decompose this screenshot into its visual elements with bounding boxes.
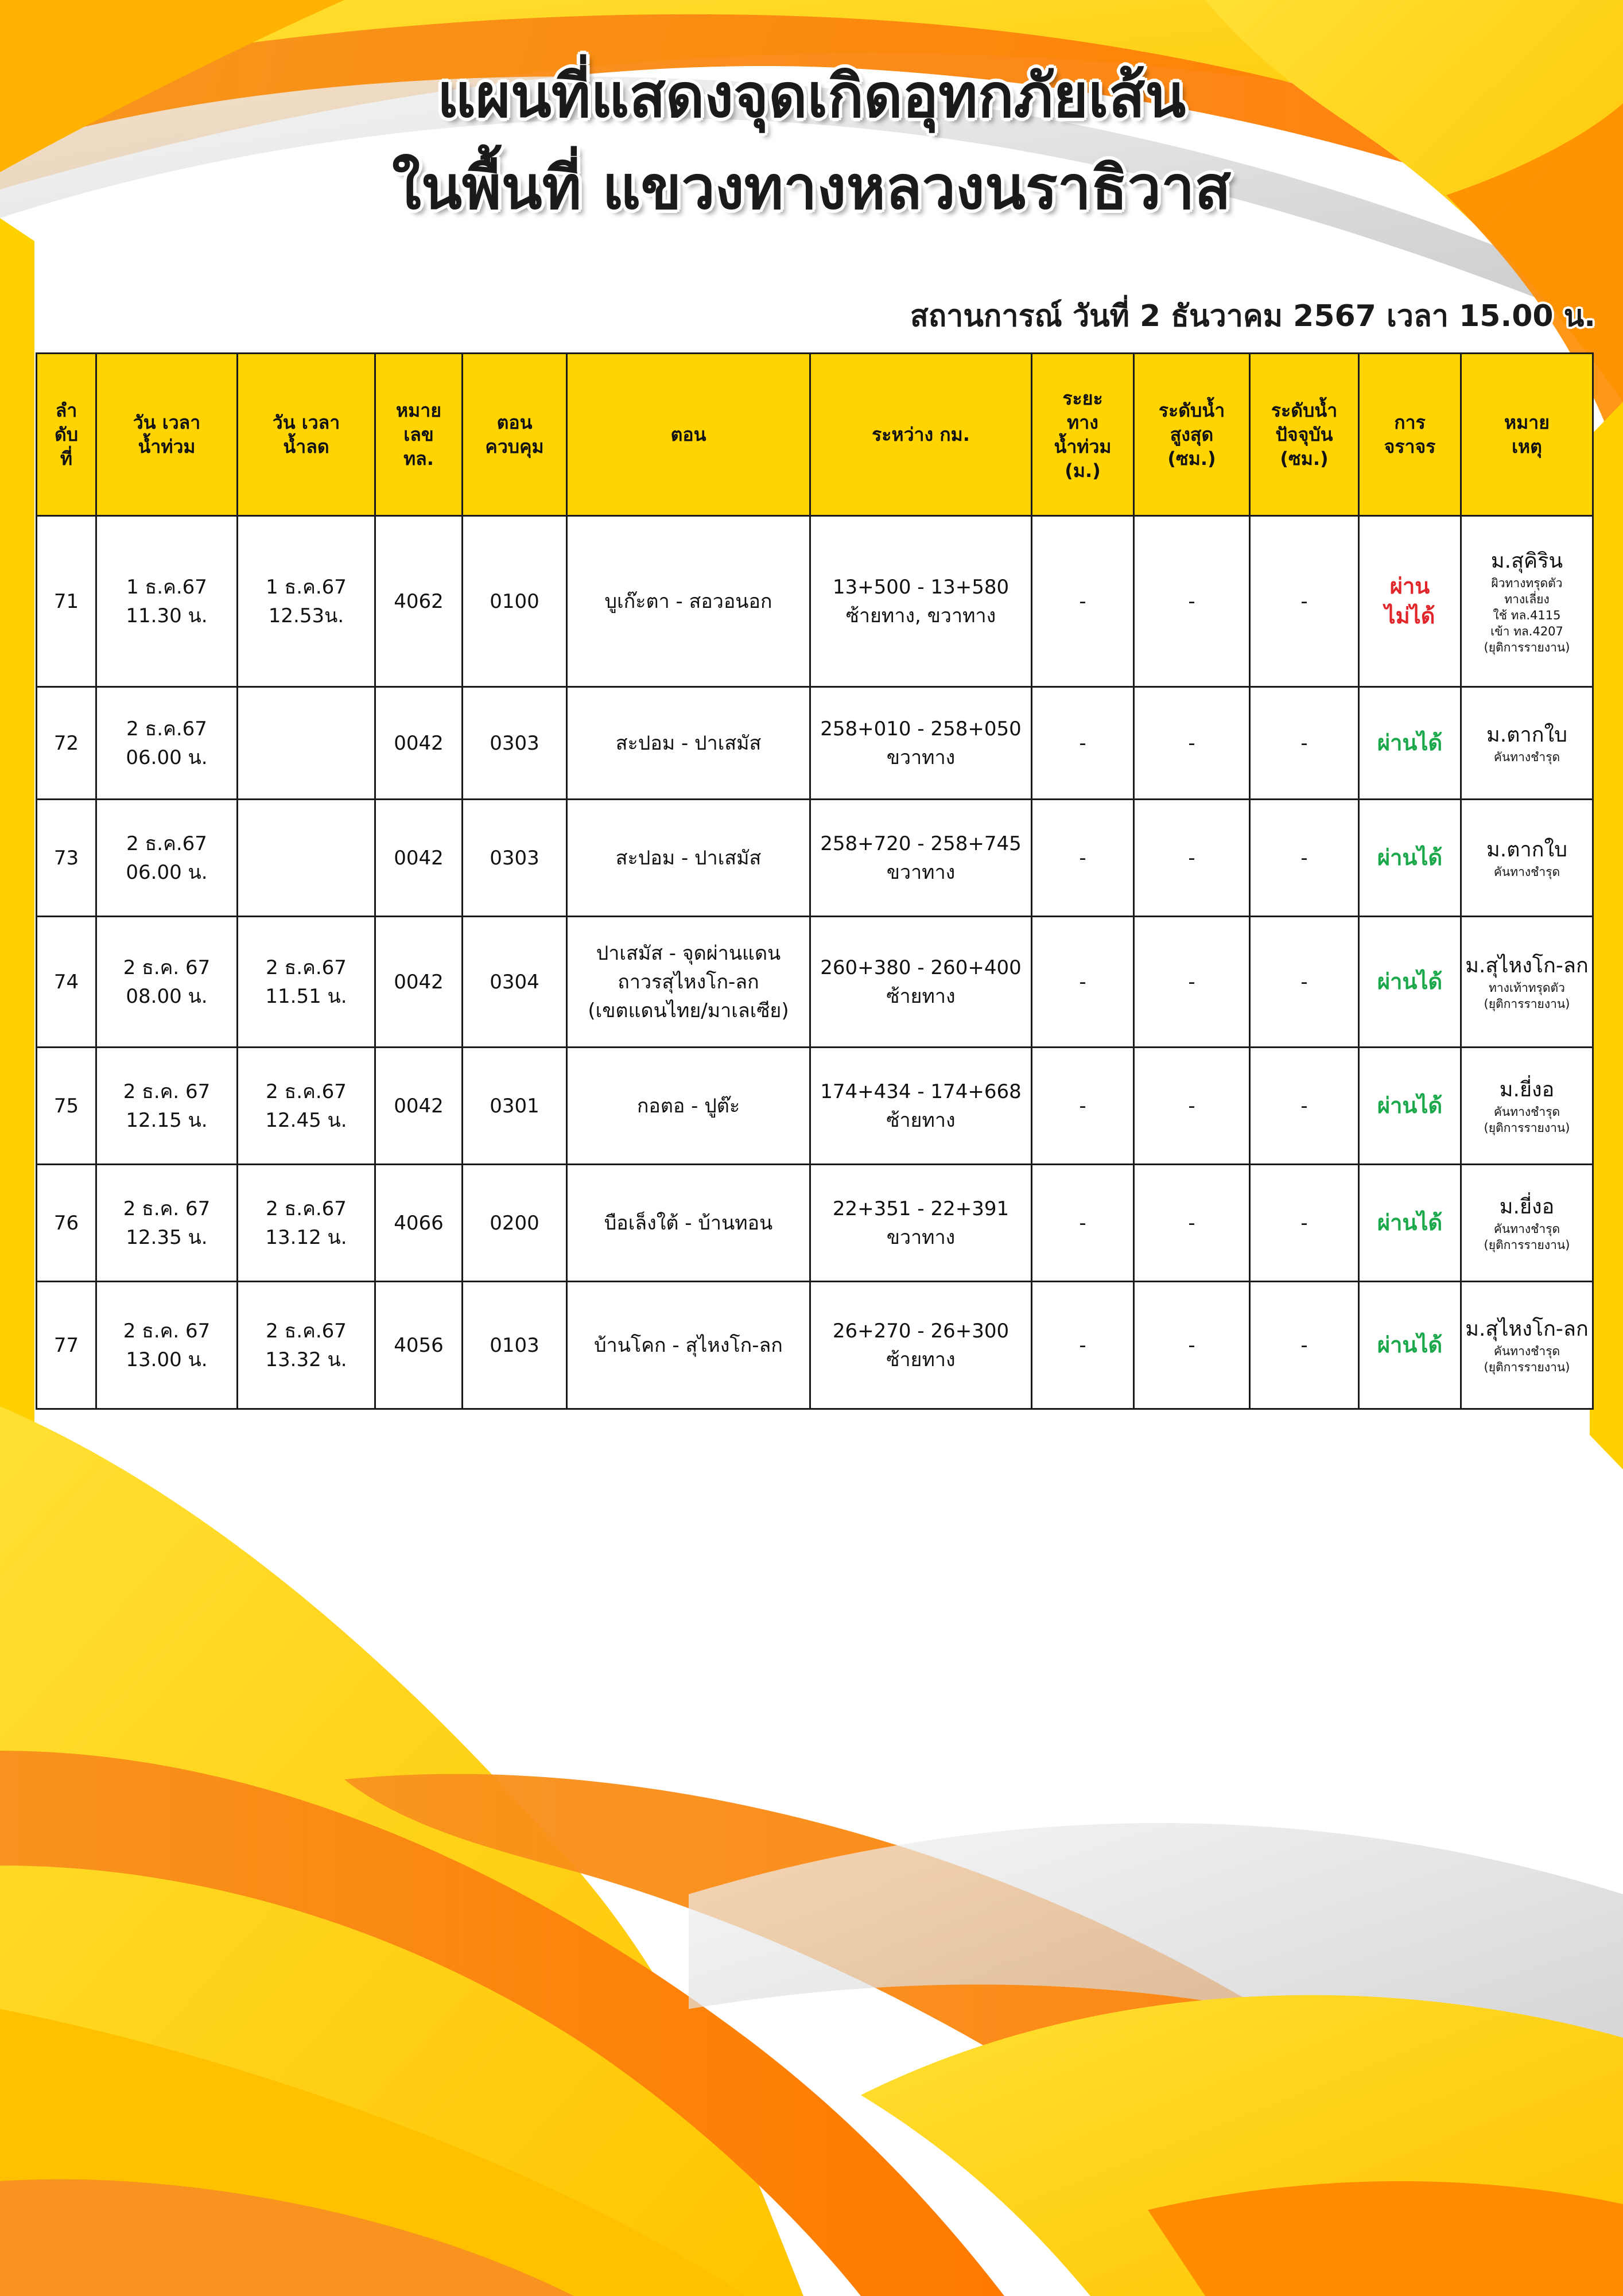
cell-max-level-text: -	[1188, 589, 1195, 613]
cell-traffic	[1359, 1165, 1461, 1282]
header-text: ทล.	[403, 448, 434, 470]
cell-distance-text: -	[1079, 1333, 1086, 1357]
cell-max-level	[1134, 1165, 1250, 1282]
traffic-status-text: ผ่านได้	[1377, 730, 1443, 755]
cell-km	[810, 1048, 1032, 1165]
header-text: ลำ	[55, 400, 77, 421]
cell-max-level	[1134, 516, 1250, 687]
cell-recede-time-text: 2 ธ.ค.67	[266, 1319, 347, 1343]
remark-main-text: ม.ตากใบ	[1486, 837, 1567, 862]
cell-distance	[1032, 800, 1134, 917]
header-text: ตอน	[496, 412, 533, 433]
cell-route	[375, 687, 463, 800]
header-text: (ซม.)	[1167, 448, 1216, 470]
remark-sub-text: ผิวทางทรุดตัว	[1491, 576, 1563, 590]
header-current-level	[1250, 354, 1359, 516]
header-distance	[1032, 354, 1134, 516]
cell-km-text: 258+720 - 258+745	[820, 832, 1022, 855]
header-text: วัน เวลา	[272, 412, 340, 433]
cell-control	[463, 516, 567, 687]
cell-km-text: 26+270 - 26+300	[832, 1319, 1009, 1343]
cell-no-text: 74	[53, 970, 79, 994]
cell-traffic	[1359, 800, 1461, 917]
cell-control-text: 0303	[490, 731, 539, 755]
cell-max-level	[1134, 917, 1250, 1048]
cell-remark	[1461, 1048, 1593, 1165]
cell-current-level	[1250, 516, 1359, 687]
header-text: วัน เวลา	[133, 412, 201, 433]
cell-max-level	[1134, 687, 1250, 800]
traffic-status-badge	[1377, 1332, 1442, 1358]
cell-section	[567, 800, 810, 917]
cell-no-text: 72	[53, 731, 79, 755]
flood-table	[36, 352, 1594, 1410]
remark-sub-text: คันทางชำรุด	[1493, 750, 1560, 764]
cell-route-text: 4066	[394, 1211, 444, 1235]
table-body	[37, 516, 1593, 1409]
cell-max-level	[1134, 800, 1250, 917]
header-text: ระดับน้ำ	[1158, 400, 1225, 421]
remark-sub-text: (ยุติการรายงาน)	[1484, 996, 1570, 1011]
cell-recede-time-text: 2 ธ.ค.67	[266, 1080, 347, 1103]
cell-km-text: 13+500 - 13+580	[832, 575, 1009, 599]
cell-flood-time-text: 06.00 น.	[126, 860, 208, 884]
cell-current-level-text: -	[1300, 589, 1308, 613]
cell-remark	[1461, 1165, 1593, 1282]
header-text: หมาย	[396, 400, 441, 421]
cell-route	[375, 1165, 463, 1282]
cell-flood-time-text: 11.30 น.	[126, 604, 208, 627]
cell-recede-time	[238, 687, 375, 800]
traffic-status-badge	[1377, 1210, 1442, 1235]
traffic-status-text: ผ่านได้	[1377, 968, 1443, 994]
cell-no	[37, 1165, 96, 1282]
cell-control-text: 0103	[490, 1333, 539, 1357]
cell-section	[567, 1282, 810, 1409]
table-row	[37, 1282, 1593, 1409]
cell-km	[810, 917, 1032, 1048]
table-header-row	[37, 354, 1593, 516]
remark-main-text: ม.ตากใบ	[1486, 723, 1567, 747]
cell-flood-time	[96, 1048, 238, 1165]
cell-recede-time-text: 2 ธ.ค.67	[266, 1197, 347, 1220]
traffic-status-badge	[1377, 730, 1442, 755]
cell-distance	[1032, 1282, 1134, 1409]
cell-remark	[1461, 687, 1593, 800]
cell-section-text: บูเก๊ะตา - สอวอนอก	[604, 589, 772, 613]
header-text: ระดับน้ำ	[1271, 400, 1338, 421]
cell-control	[463, 1282, 567, 1409]
header-remark	[1461, 354, 1593, 516]
cell-recede-time-text: 12.53น.	[268, 604, 344, 627]
cell-recede-time-text: 12.45 น.	[265, 1108, 347, 1132]
page-title-line2: ในพื้นที่ แขวงทางหลวงนราธิวาส	[392, 153, 1231, 223]
cell-km-text: 174+434 - 174+668	[820, 1080, 1022, 1103]
cell-distance	[1032, 917, 1134, 1048]
cell-recede-time	[238, 516, 375, 687]
cell-flood-time	[96, 917, 238, 1048]
cell-km	[810, 687, 1032, 800]
cell-route	[375, 917, 463, 1048]
remark-main-text: ม.ยี่งอ	[1499, 1194, 1555, 1219]
cell-max-level-text: -	[1188, 970, 1195, 994]
cell-section-text: ปาเสมัส - จุดผ่านแดน	[596, 941, 781, 965]
cell-flood-time-text: 06.00 น.	[126, 746, 208, 769]
cell-distance	[1032, 687, 1134, 800]
cell-route	[375, 800, 463, 917]
cell-km-text: ซ้ายทาง	[886, 1108, 956, 1132]
cell-traffic	[1359, 1282, 1461, 1409]
cell-current-level	[1250, 917, 1359, 1048]
header-text: ระหว่าง กม.	[872, 424, 970, 445]
cell-recede-time	[238, 1048, 375, 1165]
cell-traffic	[1359, 1048, 1461, 1165]
header-text: ที่	[60, 448, 73, 470]
cell-section	[567, 1048, 810, 1165]
cell-current-level-text: -	[1300, 1211, 1308, 1235]
cell-section-text: (เขตแดนไทย/มาเลเซีย)	[588, 999, 789, 1022]
cell-no	[37, 800, 96, 917]
cell-no	[37, 917, 96, 1048]
remark-sub-text: คันทางชำรุด	[1493, 1344, 1560, 1358]
cell-km	[810, 516, 1032, 687]
cell-flood-time-text: 1 ธ.ค.67	[126, 575, 207, 599]
cell-control-text: 0303	[490, 846, 539, 870]
cell-route-text: 0042	[394, 846, 444, 870]
cell-distance	[1032, 516, 1134, 687]
cell-section	[567, 687, 810, 800]
cell-no	[37, 516, 96, 687]
cell-no-text: 77	[53, 1333, 79, 1357]
cell-distance	[1032, 1048, 1134, 1165]
header-max-level	[1134, 354, 1250, 516]
header-text: ดับ	[54, 424, 79, 445]
cell-route	[375, 1282, 463, 1409]
cell-control-text: 0301	[490, 1094, 539, 1118]
remark-sub-text: คันทางชำรุด	[1493, 864, 1560, 879]
cell-km-text: ขวาทาง	[886, 746, 956, 769]
cell-traffic	[1359, 917, 1461, 1048]
cell-flood-time-text: 08.00 น.	[126, 984, 208, 1008]
cell-control	[463, 1048, 567, 1165]
cell-km-text: 258+010 - 258+050	[820, 717, 1022, 740]
cell-flood-time	[96, 1165, 238, 1282]
cell-distance-text: -	[1079, 846, 1086, 870]
cell-no-text: 73	[53, 846, 79, 870]
header-text: (ม.)	[1065, 460, 1101, 482]
cell-control	[463, 687, 567, 800]
cell-max-level-text: -	[1188, 1211, 1195, 1235]
cell-current-level-text: -	[1300, 731, 1308, 755]
table-row	[37, 1165, 1593, 1282]
cell-distance-text: -	[1079, 1094, 1086, 1118]
cell-section	[567, 516, 810, 687]
cell-distance	[1032, 1165, 1134, 1282]
cell-no-text: 75	[53, 1094, 79, 1118]
cell-control-text: 0304	[490, 970, 539, 994]
cell-flood-time	[96, 516, 238, 687]
cell-current-level	[1250, 1048, 1359, 1165]
remark-sub-text: (ยุติการรายงาน)	[1484, 1120, 1570, 1135]
remark-main-text: ม.สุไหงโก-ลก	[1465, 953, 1589, 978]
header-text: การ	[1394, 412, 1426, 433]
cell-section-text: บือเล็งใต้ - บ้านทอน	[604, 1211, 773, 1235]
traffic-status-text: ผ่านได้	[1377, 1332, 1443, 1358]
remark-main-text: ม.ยี่งอ	[1499, 1077, 1555, 1102]
header-section	[567, 354, 810, 516]
header-text: ควบคุม	[485, 436, 544, 457]
traffic-status-text: ผ่าน	[1389, 573, 1430, 599]
cell-current-level	[1250, 687, 1359, 800]
header-text: ปัจจุบัน	[1275, 424, 1333, 445]
cell-flood-time-text: 2 ธ.ค.67	[126, 832, 207, 855]
header-km	[810, 354, 1032, 516]
header-recede-time	[238, 354, 375, 516]
header-text: เลข	[403, 424, 434, 445]
cell-flood-time-text: 2 ธ.ค. 67	[123, 1319, 211, 1343]
traffic-status-badge	[1377, 845, 1442, 870]
cell-km-text: ซ้ายทาง	[886, 984, 956, 1008]
cell-no-text: 76	[53, 1211, 79, 1235]
cell-recede-time	[238, 917, 375, 1048]
header-text: ทาง	[1067, 412, 1098, 433]
cell-distance-text: -	[1079, 970, 1086, 994]
traffic-status-text: ผ่านได้	[1377, 1092, 1443, 1118]
cell-flood-time-text: 2 ธ.ค.67	[126, 717, 207, 740]
cell-distance-text: -	[1079, 589, 1086, 613]
cell-no	[37, 1048, 96, 1165]
header-text: เหตุ	[1512, 436, 1542, 457]
cell-km	[810, 800, 1032, 917]
cell-max-level-text: -	[1188, 1094, 1195, 1118]
remark-sub-text: ทางเลี่ยง	[1504, 592, 1550, 606]
traffic-status-badge	[1377, 969, 1442, 994]
cell-flood-time	[96, 1282, 238, 1409]
remark-main-text: ม.สุคิริน	[1490, 549, 1563, 573]
cell-flood-time-text: 13.00 น.	[126, 1348, 208, 1371]
table-row	[37, 917, 1593, 1048]
remark-sub-text: ทางเท้าทรุดตัว	[1489, 980, 1565, 995]
cell-recede-time-text: 13.12 น.	[265, 1225, 347, 1249]
cell-control	[463, 1165, 567, 1282]
cell-flood-time-text: 2 ธ.ค. 67	[123, 956, 211, 979]
cell-route-text: 4062	[394, 589, 444, 613]
header-text: ตอน	[670, 424, 706, 445]
cell-remark	[1461, 800, 1593, 917]
remark-sub-text: เข้า ทล.4207	[1490, 624, 1563, 638]
cell-section-text: บ้านโคก - สุไหงโก-ลก	[594, 1333, 783, 1357]
cell-route-text: 0042	[394, 1094, 444, 1118]
cell-route-text: 4056	[394, 1333, 444, 1357]
header-text: น้ำลด	[283, 436, 329, 457]
cell-section	[567, 1165, 810, 1282]
cell-recede-time-text: 11.51 น.	[265, 984, 347, 1008]
remark-sub-text: (ยุติการรายงาน)	[1484, 640, 1570, 654]
cell-route	[375, 516, 463, 687]
remark-sub-text: (ยุติการรายงาน)	[1484, 1238, 1570, 1252]
page-title-line1: แผนที่แสดงจุดเกิดอุทกภัยเส้น	[437, 61, 1186, 131]
cell-control-text: 0200	[490, 1211, 539, 1235]
cell-km-text: 22+351 - 22+391	[832, 1197, 1009, 1220]
cell-distance-text: -	[1079, 731, 1086, 755]
table-row	[37, 516, 1593, 687]
header-text: สูงสุด	[1170, 424, 1214, 445]
remark-main-text: ม.สุไหงโก-ลก	[1465, 1317, 1589, 1341]
remark-sub-text: คันทางชำรุด	[1493, 1104, 1560, 1119]
header-traffic	[1359, 354, 1461, 516]
cell-km-text: ซ้ายทาง, ขวาทาง	[845, 604, 996, 627]
header-text: (ซม.)	[1280, 448, 1329, 470]
cell-max-level-text: -	[1188, 1333, 1195, 1357]
header-text: จราจร	[1384, 436, 1436, 457]
cell-max-level-text: -	[1188, 846, 1195, 870]
cell-current-level	[1250, 1282, 1359, 1409]
situation-date: สถานการณ์ วันที่ 2 ธันวาคม 2567 เวลา 15.00 น.	[910, 299, 1595, 333]
cell-recede-time	[238, 1282, 375, 1409]
cell-max-level	[1134, 1282, 1250, 1409]
header-route	[375, 354, 463, 516]
cell-route-text: 0042	[394, 970, 444, 994]
header-text: หมาย	[1504, 412, 1550, 433]
cell-current-level-text: -	[1300, 970, 1308, 994]
cell-distance-text: -	[1079, 1211, 1086, 1235]
cell-remark	[1461, 516, 1593, 687]
cell-flood-time-text: 12.15 น.	[126, 1108, 208, 1132]
cell-recede-time	[238, 800, 375, 917]
cell-km-text: ขวาทาง	[886, 860, 956, 884]
remark-sub-text: (ยุติการรายงาน)	[1484, 1360, 1570, 1374]
cell-flood-time-text: 2 ธ.ค. 67	[123, 1197, 211, 1220]
cell-recede-time-text: 13.32 น.	[265, 1348, 347, 1371]
traffic-status-text: ผ่านได้	[1377, 844, 1443, 870]
cell-section-text: สะปอม - ปาเสมัส	[615, 846, 762, 870]
traffic-status-badge	[1377, 1093, 1442, 1118]
remark-sub-text: คันทางชำรุด	[1493, 1221, 1560, 1236]
cell-km-text: ขวาทาง	[886, 1225, 956, 1249]
cell-max-level-text: -	[1188, 731, 1195, 755]
cell-km	[810, 1282, 1032, 1409]
cell-section-text: ถาวรสุไหงโก-ลก	[618, 970, 759, 994]
traffic-status-badge	[1385, 573, 1435, 629]
cell-section-text: สะปอม - ปาเสมัส	[615, 731, 762, 755]
cell-remark	[1461, 1282, 1593, 1409]
traffic-status-text: ไม่ได้	[1384, 603, 1435, 629]
cell-route	[375, 1048, 463, 1165]
header-text: น้ำท่วม	[138, 436, 196, 457]
cell-control	[463, 917, 567, 1048]
cell-recede-time-text: 1 ธ.ค.67	[266, 575, 347, 599]
cell-flood-time-text: 2 ธ.ค. 67	[123, 1080, 211, 1103]
header-control	[463, 354, 567, 516]
cell-control	[463, 800, 567, 917]
table-row	[37, 1048, 1593, 1165]
cell-max-level	[1134, 1048, 1250, 1165]
cell-remark	[1461, 917, 1593, 1048]
cell-flood-time	[96, 687, 238, 800]
cell-section	[567, 917, 810, 1048]
traffic-status-text: ผ่านได้	[1377, 1209, 1443, 1235]
remark-sub-text: ใช้ ทล.4115	[1493, 608, 1561, 622]
cell-no	[37, 687, 96, 800]
cell-current-level-text: -	[1300, 1333, 1308, 1357]
cell-current-level	[1250, 800, 1359, 917]
cell-control-text: 0100	[490, 589, 539, 613]
cell-flood-time	[96, 800, 238, 917]
cell-recede-time-text: 2 ธ.ค.67	[266, 956, 347, 979]
cell-flood-time-text: 12.35 น.	[126, 1225, 208, 1249]
header-text: ระยะ	[1062, 387, 1103, 409]
header-text: น้ำท่วม	[1054, 436, 1112, 457]
table-row	[37, 800, 1593, 917]
cell-km-text: 260+380 - 260+400	[820, 956, 1022, 979]
cell-route-text: 0042	[394, 731, 444, 755]
cell-section-text: กอตอ - ปูต๊ะ	[636, 1094, 740, 1118]
cell-current-level-text: -	[1300, 846, 1308, 870]
cell-km-text: ซ้ายทาง	[886, 1348, 956, 1371]
cell-km	[810, 1165, 1032, 1282]
header-flood-time	[96, 354, 238, 516]
cell-recede-time	[238, 1165, 375, 1282]
cell-traffic	[1359, 516, 1461, 687]
cell-current-level	[1250, 1165, 1359, 1282]
cell-no-text: 71	[53, 589, 79, 613]
table-row	[37, 687, 1593, 800]
header-no	[37, 354, 96, 516]
cell-traffic	[1359, 687, 1461, 800]
cell-no	[37, 1282, 96, 1409]
cell-current-level-text: -	[1300, 1094, 1308, 1118]
